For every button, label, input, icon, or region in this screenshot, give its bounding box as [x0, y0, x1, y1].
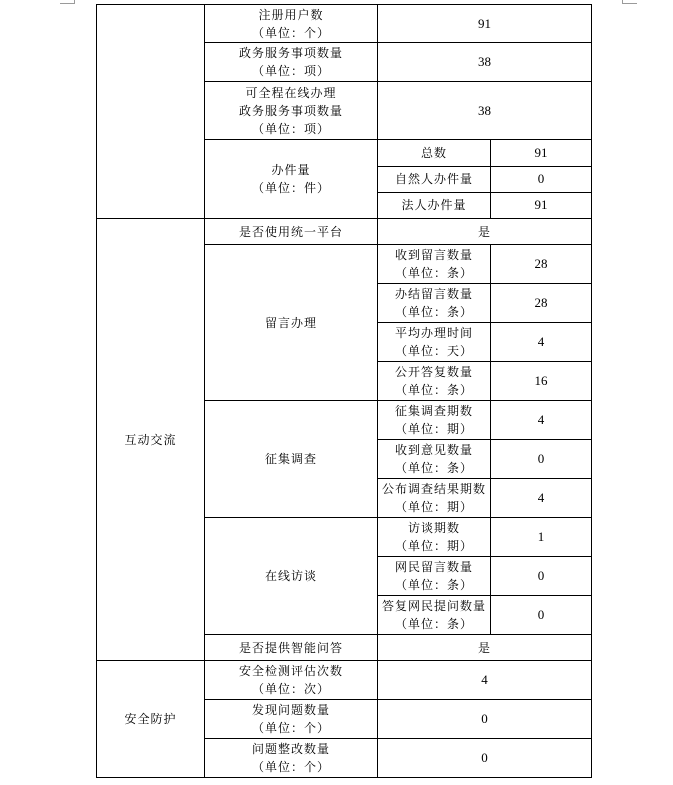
gov-service-items-label-cell	[205, 43, 378, 82]
handling-volume-subtable	[378, 140, 591, 218]
survey-results-label-cell	[378, 479, 491, 518]
unified-platform-value: 是	[378, 219, 592, 245]
messages-group-label: 留言办理	[205, 245, 378, 401]
handling-legal-value: 91	[491, 192, 591, 218]
interview-answers-unit: （单位：条）	[394, 617, 473, 631]
interview-answers-value: 0	[491, 596, 592, 635]
crop-mark-top-left	[60, 0, 75, 4]
handling-volume-unit: （单位：件）	[251, 181, 330, 195]
survey-opinions-label-cell	[378, 440, 491, 479]
handling-natural-label: 自然人办件量	[378, 166, 491, 192]
survey-periods-label-cell	[378, 401, 491, 440]
online-service-items-unit: （单位：项）	[251, 121, 330, 136]
problems-fixed-unit: （单位：个）	[251, 760, 330, 774]
survey-results-label: 公布调查结果期数	[381, 482, 486, 496]
interview-messages-label-cell	[378, 557, 491, 596]
survey-opinions-label: 收到意见数量	[394, 443, 473, 457]
online-service-items-label-2: 政务服务事项数量	[238, 103, 343, 118]
survey-results-unit: （单位：期）	[394, 500, 473, 514]
handling-volume-label-cell	[205, 140, 378, 219]
crop-mark-top-right	[622, 0, 637, 4]
registered-users-unit: （单位：个）	[251, 25, 330, 40]
survey-periods-unit: （单位：期）	[394, 422, 473, 436]
messages-received-value: 28	[491, 245, 592, 284]
survey-periods-label: 征集调查期数	[394, 404, 473, 418]
online-service-items-value: 38	[378, 82, 592, 140]
row-unified-platform	[97, 219, 592, 245]
row-security-evaluations	[97, 661, 592, 700]
messages-received-unit: （单位：条）	[394, 266, 473, 280]
handling-volume-label: 办件量	[271, 163, 311, 177]
handling-natural-value: 0	[491, 166, 591, 192]
interview-answers-label-cell	[378, 596, 491, 635]
handling-legal-row	[378, 192, 591, 218]
messages-done-value: 28	[491, 284, 592, 323]
online-service-items-label-1: 可全程在线办理	[245, 85, 337, 100]
handling-total-label: 总数	[378, 140, 491, 166]
messages-public-reply-label-cell	[378, 362, 491, 401]
messages-public-reply-unit: （单位：条）	[394, 383, 473, 397]
survey-opinions-unit: （单位：条）	[394, 461, 473, 475]
messages-received-label-cell	[378, 245, 491, 284]
security-evaluations-label: 安全检测评估次数	[238, 664, 343, 678]
messages-avg-time-value: 4	[491, 323, 592, 362]
handling-volume-subtable-cell	[378, 140, 592, 219]
messages-public-reply-label: 公开答复数量	[394, 365, 473, 379]
survey-opinions-value: 0	[491, 440, 592, 479]
survey-group-label: 征集调查	[205, 401, 378, 518]
problems-fixed-value: 0	[378, 739, 592, 778]
gov-service-items-label: 政务服务事项数量	[238, 46, 343, 60]
messages-done-label-cell	[378, 284, 491, 323]
handling-total-row	[378, 140, 591, 166]
smart-qa-label: 是否提供智能问答	[205, 635, 378, 661]
gov-service-items-value: 38	[378, 43, 592, 82]
handling-total-value: 91	[491, 140, 591, 166]
handling-legal-label: 法人办件量	[378, 192, 491, 218]
problems-fixed-label-cell	[205, 739, 378, 778]
registered-users-label: 注册用户数	[258, 7, 324, 22]
problems-found-value: 0	[378, 700, 592, 739]
security-evaluations-label-cell	[205, 661, 378, 700]
messages-avg-time-unit: （单位：天）	[394, 344, 473, 358]
interview-answers-label: 答复网民提问数量	[381, 599, 486, 613]
messages-avg-time-label: 平均办理时间	[394, 326, 473, 340]
online-service-items-label-cell	[205, 82, 378, 140]
messages-avg-time-label-cell	[378, 323, 491, 362]
problems-found-label: 发现问题数量	[251, 703, 330, 717]
messages-public-reply-value: 16	[491, 362, 592, 401]
messages-done-label: 办结留言数量	[394, 287, 473, 301]
messages-received-label: 收到留言数量	[394, 248, 473, 262]
interview-group-label: 在线访谈	[205, 518, 378, 635]
survey-results-value: 4	[491, 479, 592, 518]
interview-periods-value: 1	[491, 518, 592, 557]
statistics-table	[96, 4, 592, 778]
interview-messages-unit: （单位：条）	[394, 578, 473, 592]
interview-messages-value: 0	[491, 557, 592, 596]
interview-periods-unit: （单位：期）	[394, 539, 473, 553]
interaction-section-label: 互动交流	[97, 219, 205, 661]
gov-service-items-unit: （单位：项）	[251, 64, 330, 78]
interview-periods-label: 访谈期数	[407, 521, 460, 535]
unified-platform-label: 是否使用统一平台	[205, 219, 378, 245]
section-cell-top	[97, 5, 205, 219]
problems-fixed-label: 问题整改数量	[251, 742, 330, 756]
survey-periods-value: 4	[491, 401, 592, 440]
problems-found-unit: （单位：个）	[251, 721, 330, 735]
security-evaluations-unit: （单位：次）	[251, 682, 330, 696]
row-registered-users	[97, 5, 592, 43]
messages-done-unit: （单位：条）	[394, 305, 473, 319]
smart-qa-value: 是	[378, 635, 592, 661]
handling-natural-row	[378, 166, 591, 192]
registered-users-value: 91	[378, 5, 592, 43]
security-section-label: 安全防护	[97, 661, 205, 778]
interview-messages-label: 网民留言数量	[394, 560, 473, 574]
interview-periods-label-cell	[378, 518, 491, 557]
problems-found-label-cell	[205, 700, 378, 739]
registered-users-label-cell	[205, 5, 378, 43]
security-evaluations-value: 4	[378, 661, 592, 700]
